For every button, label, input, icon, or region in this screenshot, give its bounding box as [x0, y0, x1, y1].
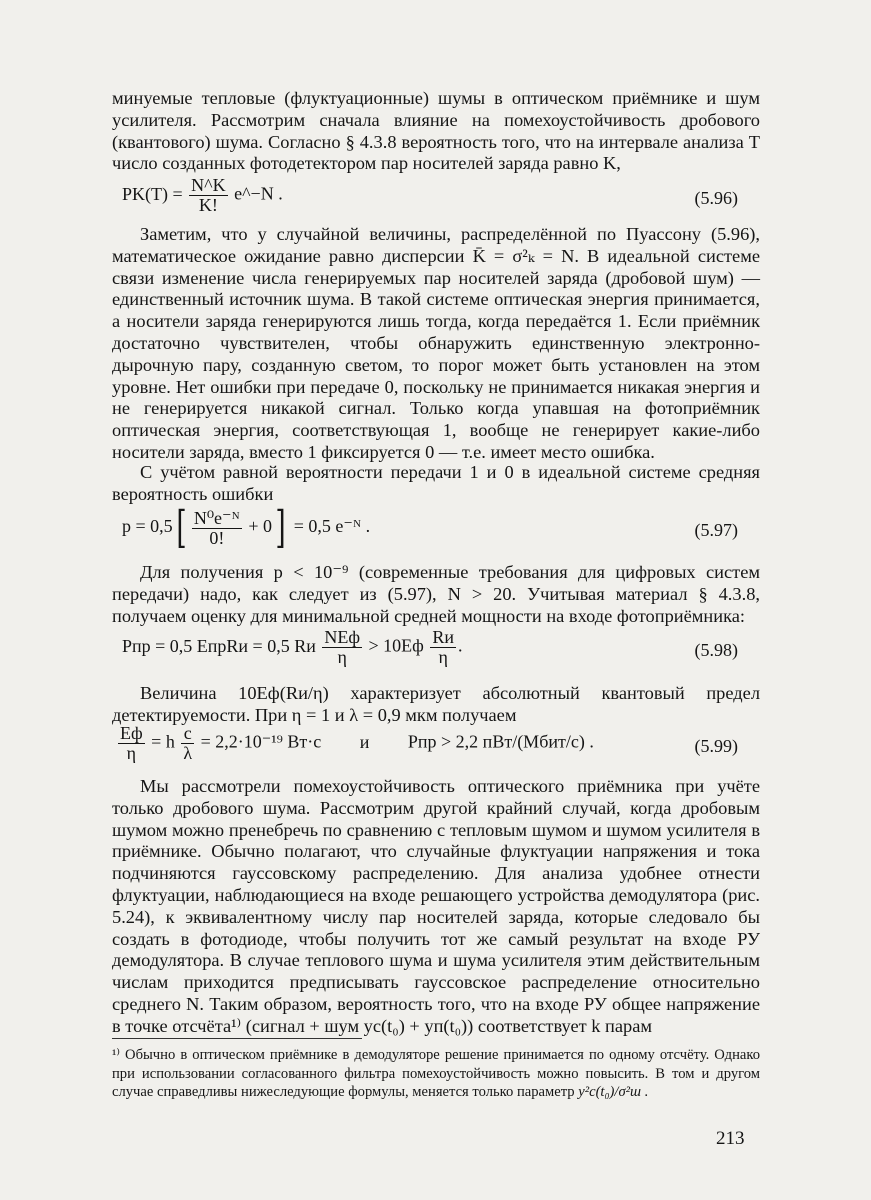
paragraph-error-probability: С учётом равной вероятности передачи 1 и 0 в идеальной системе средняя вероятность ошибки — [112, 462, 760, 504]
equation-5-99: $\frac{Eф}{\eta}$ = h $\frac{c}{\lambda}$ = 2,2·10⁻¹⁹ Вт·с и Pпр > 2,2 пВт/(Мбит/с) . (5.99) — [120, 723, 738, 763]
paragraph-poisson: Заметим, что у случайной величины, распределённой по Пуассону (5.96), математическое ожидание равно дисперсии K̄ = σ²ₖ = N. В идеальной системе связи изменение числа генерируемых пар носителей заряда (дробовой шум) — единственный источник шума. В такой системе оптическая энергия принимается, а носители заряда генерируются лишь тогда, когда передаётся 1. Если приёмник достаточно чувствителен, чтобы обнаружить единственную электронно-дырочную пару, созданную светом, то порог может быть установлен на этом уровне. Нет ошибки при передаче 0, поскольку не принимается никакая энергия и не генерируется никакой сигнал. Только когда упавшая на фотоприёмник оптическая энергия, соответствующая 1, вообще не генерирует какие-либо носители заряда, вместо 1 фиксируется 0 — т.е. имеет место ошибка. — [112, 224, 760, 462]
paragraph-quantum-limit: Величина 10Eф(Rи/η) характеризует абсолютный квантовый предел детектируемости. При η = 1 и λ = 0,9 мкм получаем — [112, 683, 760, 725]
footnote — [112, 1046, 760, 1102]
footnote-text: ¹⁾ Обычно в оптическом приёмнике в демодуляторе решение принимается по одному отсчёту. Однако при использовании согласованного фильтра помехоустойчивость можно повысить. В том и другом случае справедливы нижеследующие формулы, меняется только параметр — [112, 1047, 760, 1101]
equation-5-97: p = 0,5[ $\frac{\text{N⁰e⁻ᴺ}}{0!}$ + 0] = 0,5 e⁻ᴺ . (5.97) — [122, 502, 738, 553]
equation-number: (5.98) — [694, 640, 738, 660]
page-number: 213 — [716, 1128, 745, 1149]
paragraph-intro: минуемые тепловые (флуктуационные) шумы в оптическом приёмнике и шум усилителя. Рассмотрим сначала влияние на помехоустойчивость дробового (квантового) шума. Согласно § 4.3.8 вероятность того, что на интервале анализа T число созданных фотодетектором пар носителей заряда равно K, — [112, 88, 760, 174]
footnote-formula: y²с(t₀)/σ²ш . — [578, 1084, 649, 1101]
equation-number: (5.99) — [694, 736, 738, 756]
equation-number: (5.96) — [694, 188, 738, 208]
equation-5-98: Pпр = 0,5 EпрRи = 0,5 Rи $\frac{\text{NEф}}{\eta}$ > 10Eф $\frac{Rи}{\eta}$ . (5.98) — [122, 627, 738, 667]
paragraph-minimum-power: Для получения p < 10⁻⁹ (современные требования для цифровых систем передачи) надо, как следует из (5.97), N > 20. Учитывая материал § 4.3.8, получаем оценку для минимальной средней мощности на входе фотоприёмника: — [112, 562, 760, 626]
equation-number: (5.97) — [694, 520, 738, 540]
footnote-divider — [112, 1038, 362, 1039]
paragraph-thermal-noise: Мы рассмотрели помехоустойчивость оптического приёмника при учёте только дробового шума. Рассмотрим другой крайний случай, когда дробовым шумом можно пренебречь по сравнению с тепловым шумом и шумом усилителя в приёмнике. Обычно полагают, что случайные флуктуации напряжения и тока подчиняются гауссовскому распределению. Для анализа удобнее отнести флуктуации, наблюдающиеся на входе решающего устройства демодулятора (рис. 5.24), к эквивалентному числу пар носителей заряда, которые следовало бы создать в фотодиоде, чтобы получить тот же самый результат на входе РУ демодулятора. В случае теплового шума и шума усилителя этим действительным числам приходится предписывать гауссовское распределение относительно среднего N. Таким образом, вероятность того, что на входе РУ общее напряжение в точке отсчёта¹⁾ (сигнал + шум yс(t₀) + yп(t₀)) соответствует k парам — [112, 776, 760, 1036]
equation-5-96: PK(T) = $\frac{N\^{}K}{K!}$ e^−N . (5.96) — [122, 175, 738, 215]
